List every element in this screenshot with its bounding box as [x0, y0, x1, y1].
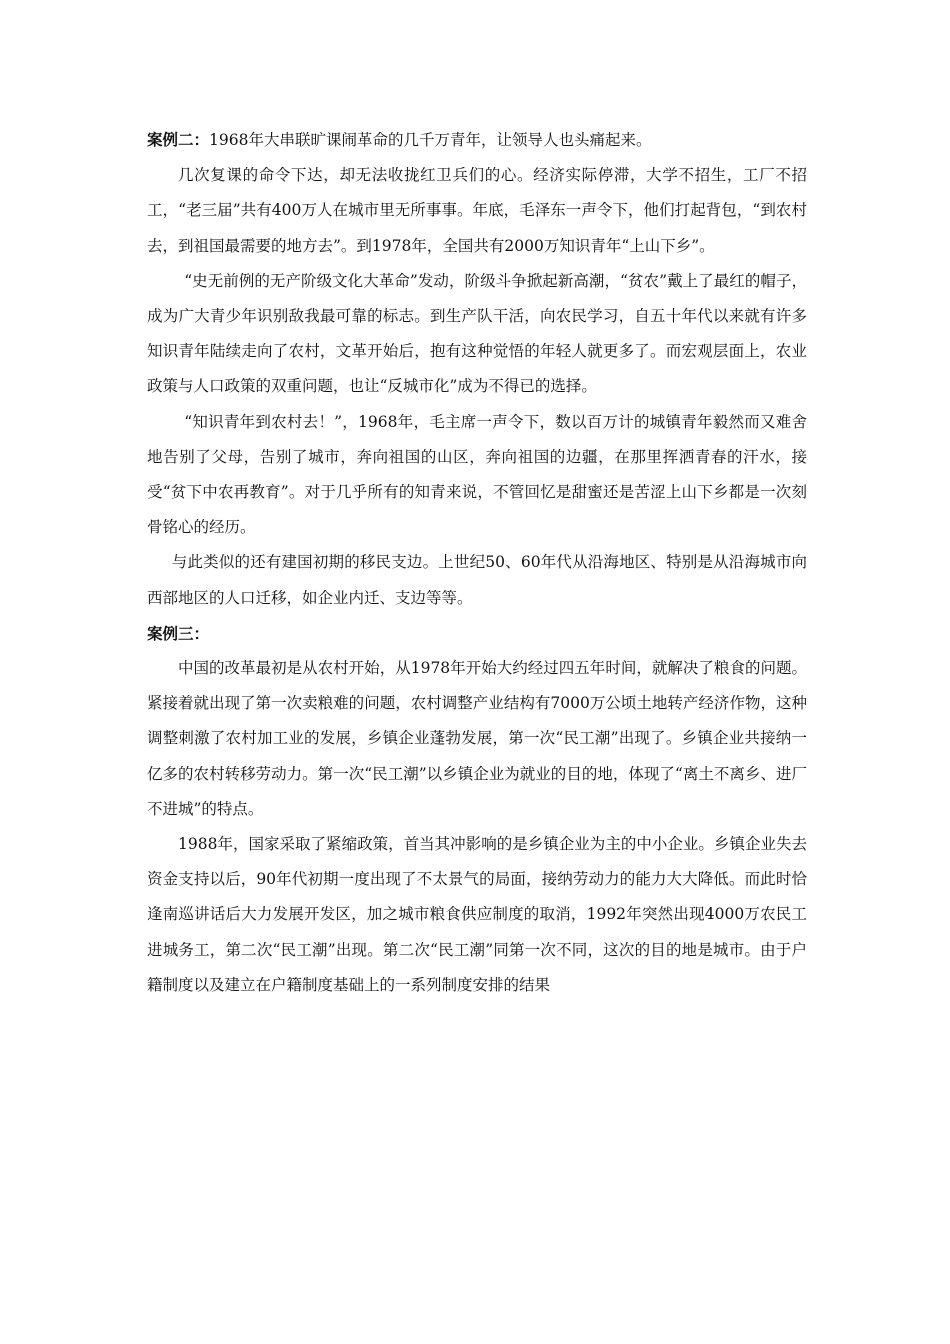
case2-paragraph-4: 与此类似的还有建国初期的移民支边。上世纪50、60年代从沿海地区、特别是从沿海城市向西部地区的人口迁移，如企业内迁、支边等等。: [147, 553, 807, 607]
case2-heading-text: 1968年大串联旷课闹革命的几千万青年，让领导人也头痛起来。: [209, 131, 652, 149]
case2-heading: 案例二：: [147, 130, 210, 149]
case2-heading-line: [147, 122, 807, 158]
case2-paragraph-3: “知识青年到农村去！”，1968年，毛主席一声令下，数以百万计的城镇青年毅然而又难舍地告别了父母，告别了城市，奔向祖国的山区，奔向祖国的边疆，在那里挥洒青春的汗水，接受“贫下中农再教育”。对于几乎所有的知青来说，不管回忆是甜蜜还是苦涩上山下乡都是一次刻骨铭心的经历。: [147, 412, 807, 537]
case2-paragraph-2: “史无前例的无产阶级文化大革命”发动，阶级斗争掀起新高潮，“贫农”戴上了最红的帽子，成为广大青少年识别敌我最可靠的标志。到生产队干活，向农民学习，自五十年代以来就有许多知识青年陆续走向了农村，文革开始后，抱有这种觉悟的年轻人就更多了。而宏观层面上，农业政策与人口政策的双重问题，也让“反城市化”成为不得已的选择。: [147, 271, 807, 396]
document-page: [147, 122, 807, 1003]
case3-paragraph-1: 中国的改革最初是从农村开始，从1978年开始大约经过四五年时间，就解决了粮食的问题。紧接着就出现了第一次卖粮难的问题，农村调整产业结构有7000万公顷土地转产经济作物，这种调整刺激了农村加工业的发展，乡镇企业蓬勃发展，第一次“民工潮”出现了。乡镇企业共接纳一亿多的农村转移劳动力。第一次“民工潮”以乡镇企业为就业的目的地，体现了“离土不离乡、进厂不进城”的特点。: [147, 659, 807, 818]
case3-paragraph-2: 1988年，国家采取了紧缩政策，首当其冲影响的是乡镇企业为主的中小企业。乡镇企业失去资金支持以后，90年代初期一度出现了不太景气的局面，接纳劳动力的能力大大降低。而此时恰逢南巡讲话后大力发展开发区，加之城市粮食供应制度的取消，1992年突然出现4000万农民工进城务工，第二次“民工潮”出现。第二次“民工潮”同第一次不同，这次的目的地是城市。由于户籍制度以及建立在户籍制度基础上的一系列制度安排的结果: [147, 835, 807, 994]
case3-heading: 案例三：: [147, 623, 210, 643]
case2-paragraph-1: 几次复课的命令下达，却无法收拢红卫兵们的心。经济实际停滞，大学不招生，工厂不招工，“老三届”共有400万人在城市里无所事事。年底，毛泽东一声令下，他们打起背包，“到农村去，到祖国最需要的地方去”。到1978年，全国共有2000万知识青年“上山下乡”。: [147, 166, 807, 255]
